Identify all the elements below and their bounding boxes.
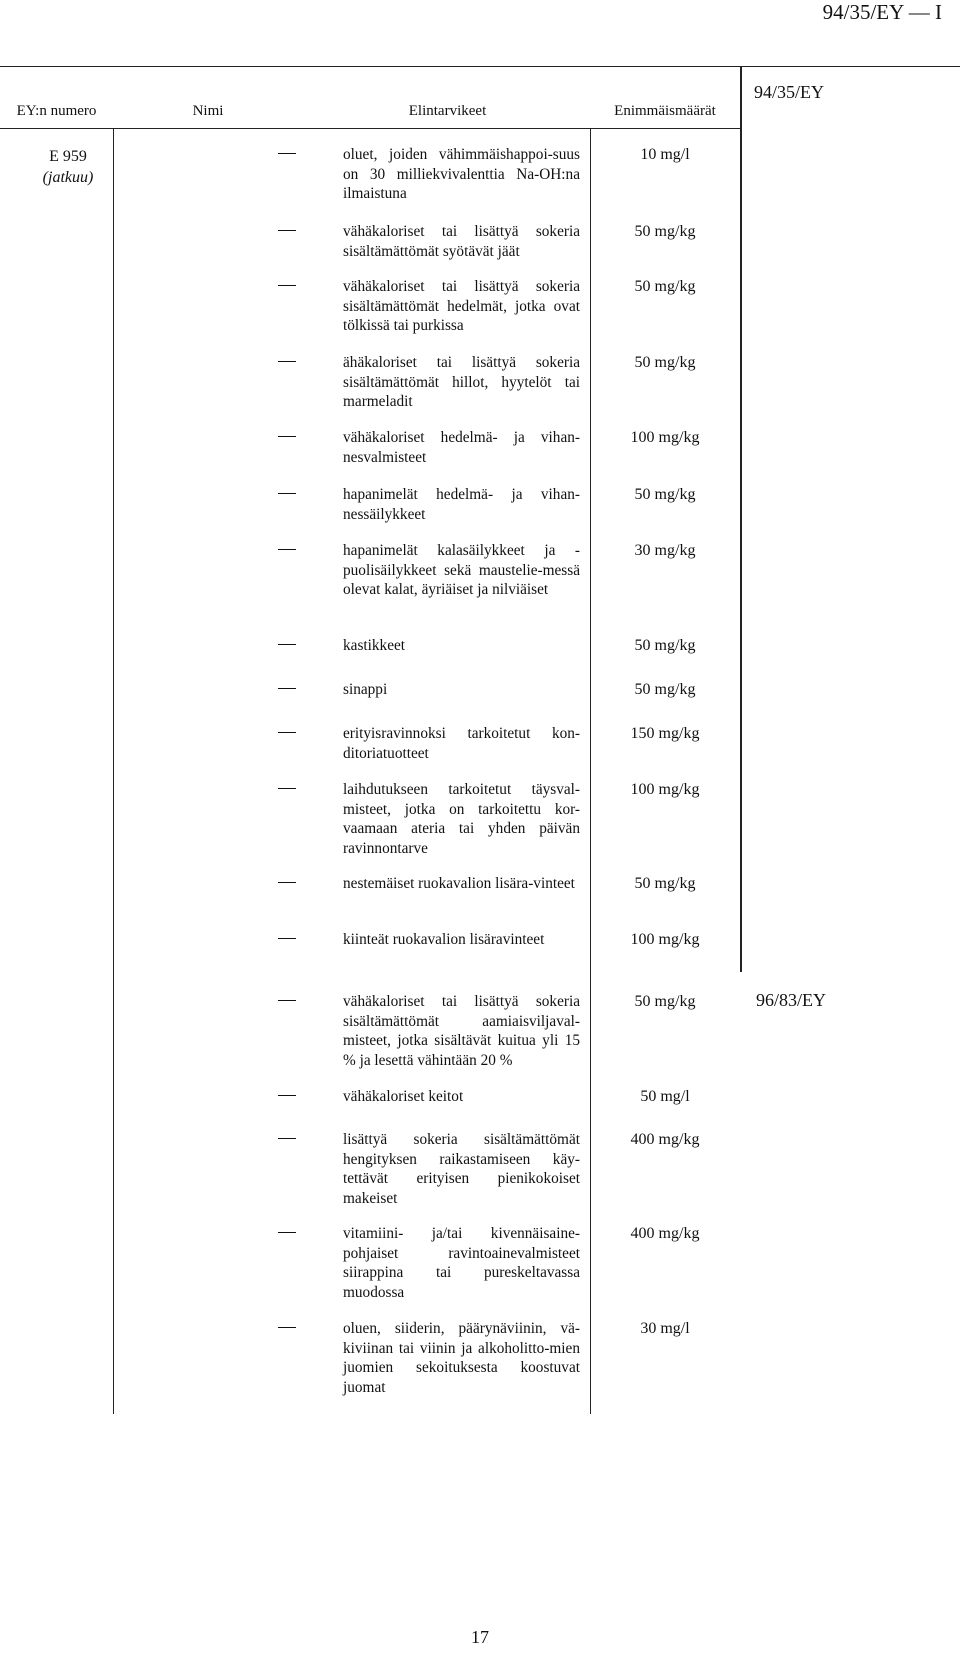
max-amount: 50 mg/kg: [634, 993, 696, 1010]
max-amount: 50 mg/kg: [634, 223, 696, 240]
dash-marker: [296, 724, 314, 744]
dash-marker: [296, 353, 314, 373]
column-header-name: Nimi: [192, 103, 224, 119]
dash-marker: [296, 277, 314, 297]
food-label: vähäkaloriset tai lisättyä sokeria sisältämättömät syötävät jäät: [343, 223, 580, 260]
max-amount: 50 mg/kg: [634, 486, 696, 503]
list-item: [305, 636, 580, 656]
list-item: [305, 222, 580, 261]
dash-marker: [296, 1130, 314, 1150]
dash-marker: [296, 930, 314, 950]
list-item: [305, 353, 580, 412]
food-label: nestemäiset ruokavalion lisära-vinteet: [343, 875, 575, 892]
dash-marker: [296, 1224, 314, 1244]
food-label: kastikkeet: [343, 637, 406, 654]
dash-marker: [296, 680, 314, 700]
food-label: ähäkaloriset tai lisättyä sokeria sisältämättömät hillot, hyytelöt tai marmeladit: [343, 354, 580, 410]
additive-code-value: E 959: [49, 148, 87, 165]
max-amount: 10 mg/l: [640, 146, 690, 163]
dash-marker: [296, 1087, 314, 1107]
dash-marker: [296, 874, 314, 894]
list-item: [305, 930, 580, 950]
dash-marker: [296, 780, 314, 800]
dash-marker: [296, 636, 314, 656]
list-item: [305, 428, 580, 467]
list-item: [305, 1130, 580, 1208]
column-header-max-amounts: Enimmäismäärät: [614, 103, 716, 119]
max-amount: 100 mg/kg: [630, 429, 700, 446]
max-amount: 400 mg/kg: [630, 1131, 700, 1148]
list-item: [305, 724, 580, 763]
document-reference-header: 94/35/EY — I: [822, 0, 942, 24]
list-item: [305, 780, 580, 858]
dash-marker: [296, 145, 314, 165]
food-label: kiinteät ruokavalion lisäravinteet: [343, 931, 545, 948]
list-item: [305, 1087, 580, 1107]
food-label: oluen, siiderin, päärynäviinin, vä-kiviinan tai viinin ja alkoholitto-mien juomien sekoituksesta koostuvat juomat: [343, 1320, 580, 1396]
list-item: [305, 874, 580, 894]
max-amount: 400 mg/kg: [630, 1225, 700, 1242]
dash-marker: [296, 1319, 314, 1339]
max-amount: 100 mg/kg: [630, 781, 700, 798]
max-amount: 50 mg/kg: [634, 681, 696, 698]
column-divider-food-right: [590, 128, 591, 1414]
food-label: lisättyä sokeria sisältämättömät hengityksen raikastamiseen käy-tettävät erityisen pienikokoiset makeiset: [343, 1131, 580, 1207]
column-header-number: EY:n numero: [16, 103, 97, 119]
dash-marker: [296, 541, 314, 561]
food-label: hapanimelät hedelmä- ja vihan-nessäilykkeet: [343, 486, 580, 523]
additive-code: [28, 146, 108, 188]
food-label: hapanimelät kalasäilykkeet ja -puolisäilykkeet sekä maustelie-messä olevat kalat, äyriäiset ja nilviäiset: [343, 542, 580, 598]
food-label: vähäkaloriset tai lisättyä sokeria sisältämättömät hedelmät, jotka ovat tölkissä tai purkissa: [343, 278, 580, 334]
max-amount: 50 mg/kg: [634, 637, 696, 654]
page-number: 17: [471, 1627, 489, 1647]
list-item: [305, 541, 580, 600]
food-label: vähäkaloriset hedelmä- ja vihan-nesvalmisteet: [343, 429, 580, 466]
max-amount: 50 mg/kg: [634, 278, 696, 295]
food-label: laihdutukseen tarkoitetut täysval-misteet, jotka on tarkoitettu kor-vaamaan ateria tai yhden päivän ravinnontarve: [343, 781, 580, 857]
food-label: vähäkaloriset tai lisättyä sokeria sisältämättömät aamiaisviljaval-misteet, jotka sisältävät kuitua yli 15 % ja lesettä vähintään 20 %: [343, 993, 580, 1069]
list-item: [305, 145, 580, 204]
column-divider-name-left: [113, 128, 114, 1414]
dash-marker: [296, 428, 314, 448]
food-label: sinappi: [343, 681, 388, 698]
max-amount: 50 mg/kg: [634, 354, 696, 371]
list-item: [305, 1319, 580, 1397]
max-amount: 50 mg/l: [640, 1088, 690, 1105]
food-label: erityisravinnoksi tarkoitetut kon-ditoriatuotteet: [343, 725, 580, 762]
food-label: vähäkaloriset keitot: [343, 1088, 464, 1105]
main-table-right-border: [740, 66, 742, 972]
list-item: [305, 277, 580, 336]
food-label: vitamiini- ja/tai kivennäisaine-pohjaiset ravintoainevalmisteet siirappina tai pureskeltavassa muodossa: [343, 1225, 580, 1301]
max-amount: 30 mg/l: [640, 1320, 690, 1337]
list-item: [305, 680, 580, 700]
max-amount: 100 mg/kg: [630, 931, 700, 948]
dash-marker: [296, 992, 314, 1012]
header-bottom-rule: [0, 128, 741, 129]
column-header-foods: Elintarvikeet: [408, 103, 487, 119]
list-item: [305, 485, 580, 524]
directive-ref-top: 94/35/EY: [754, 82, 824, 102]
list-item: [305, 992, 580, 1070]
list-item: [305, 1224, 580, 1302]
food-label: oluet, joiden vähimmäishappoi-suus on 30 milliekvivalenttia Na-OH:na ilmaistuna: [343, 146, 580, 202]
max-amount: 50 mg/kg: [634, 875, 696, 892]
directive-ref-lower: 96/83/EY: [756, 990, 826, 1010]
additive-code-continued: (jatkuu): [42, 169, 94, 186]
dash-marker: [296, 485, 314, 505]
max-amount: 30 mg/kg: [634, 542, 696, 559]
max-amount: 150 mg/kg: [630, 725, 700, 742]
dash-marker: [296, 222, 314, 242]
table-top-rule: [0, 66, 960, 67]
